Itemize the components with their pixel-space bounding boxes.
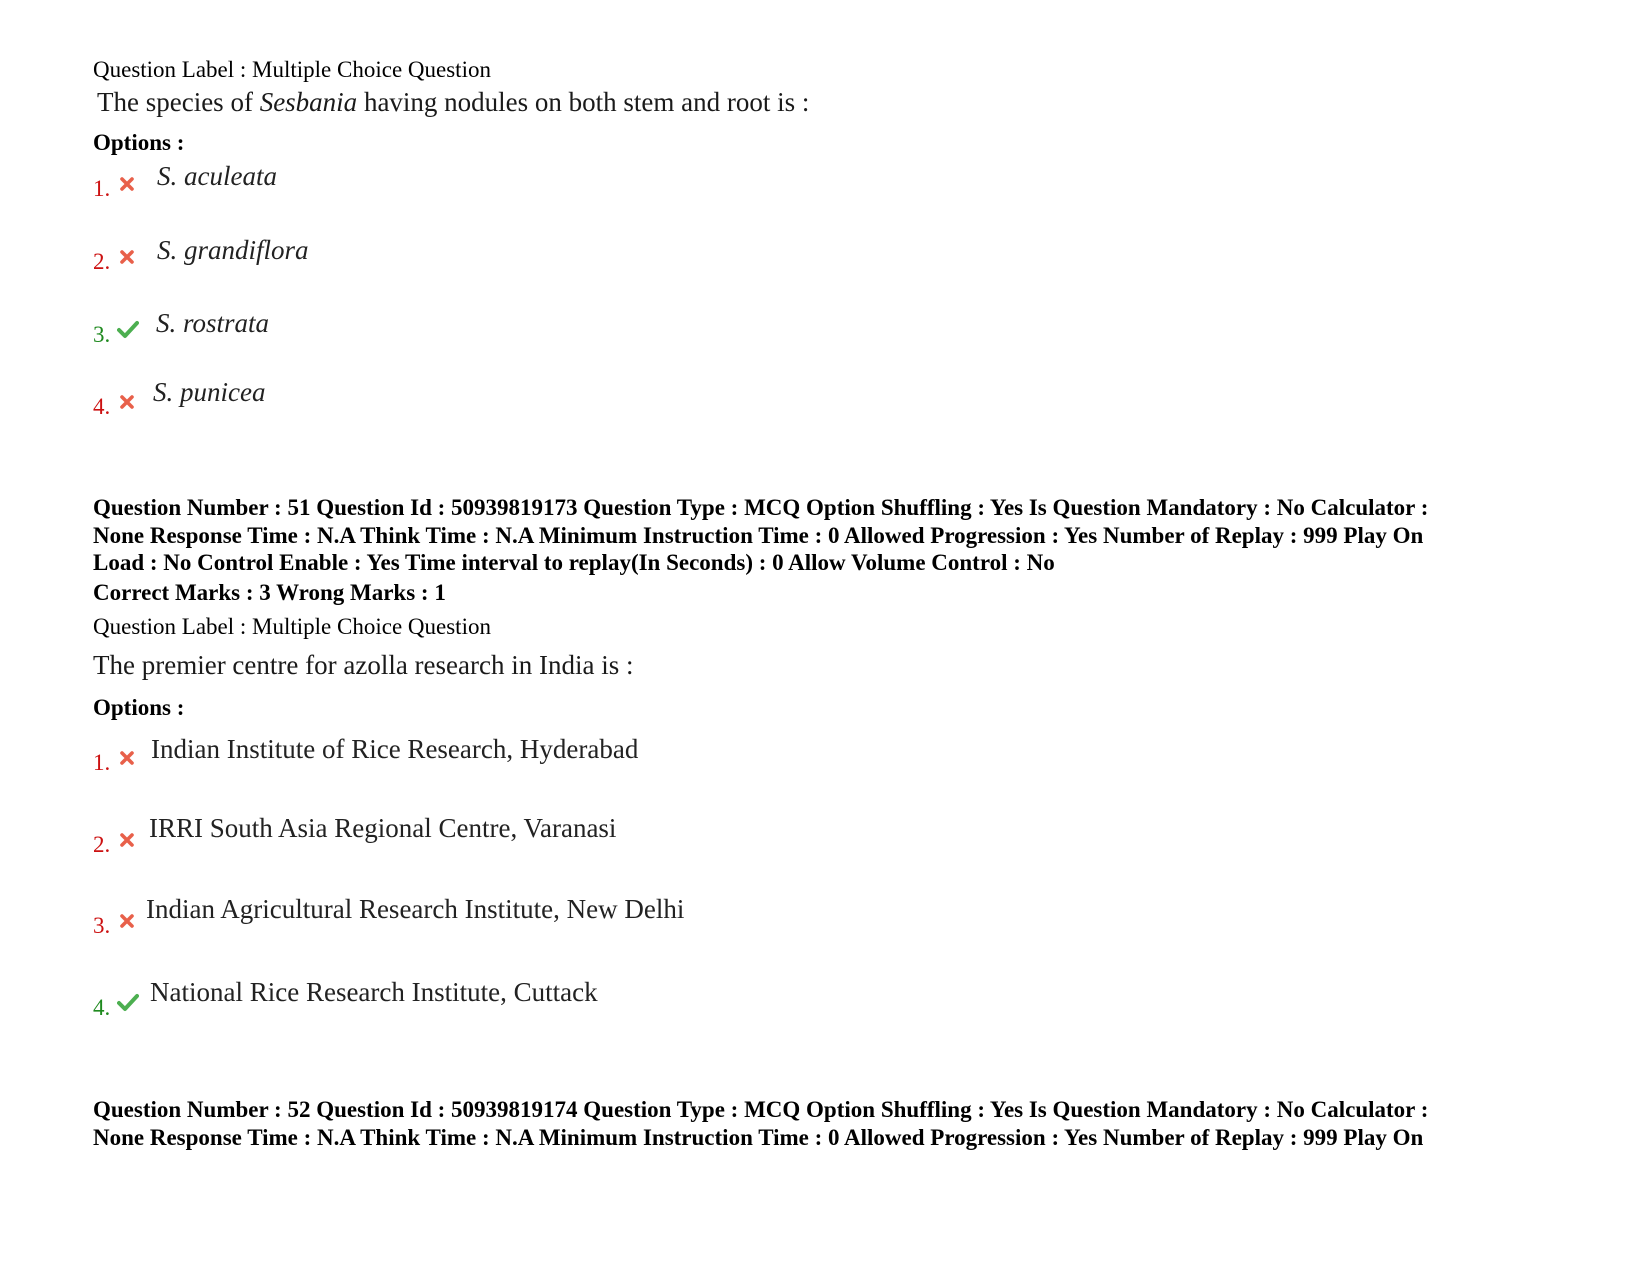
options-heading: Options : xyxy=(93,130,185,155)
option-number: 2. xyxy=(93,832,111,857)
question-text-pre: The species of xyxy=(97,87,260,117)
cross-icon xyxy=(119,249,135,265)
option-text: S. aculeata xyxy=(157,161,277,191)
option-text: IRRI South Asia Regional Centre, Varanasi xyxy=(149,813,617,843)
cross-icon xyxy=(119,176,135,192)
option-text: Indian Institute of Rice Research, Hyderabad xyxy=(151,734,639,764)
marks-info: Correct Marks : 3 Wrong Marks : 1 xyxy=(93,580,446,605)
question-label: Question Label : Multiple Choice Question xyxy=(93,57,491,82)
option-number: 2. xyxy=(93,249,111,274)
option-number: 3. xyxy=(93,913,111,938)
question-text-genus: Sesbania xyxy=(259,87,358,117)
check-icon xyxy=(117,992,139,1012)
option-number: 1. xyxy=(93,176,111,201)
option-text: S. rostrata xyxy=(156,308,270,338)
question-text-post: having nodules on both stem and root is : xyxy=(357,87,810,117)
question-text: The premier centre for azolla research in India is : xyxy=(93,650,634,680)
cross-icon xyxy=(119,913,135,929)
question-meta-line: None Response Time : N.A Think Time : N.A Minimum Instruction Time : 0 Allowed Progression : Yes Number of Replay : 999 Play On xyxy=(93,522,1424,548)
question-meta-line: Question Number : 52 Question Id : 50939819174 Question Type : MCQ Option Shuffling : Yes Is Question Mandatory : No Calculator : xyxy=(93,1097,1429,1122)
option-number: 1. xyxy=(93,750,111,775)
option-number: 4. xyxy=(93,995,111,1020)
option-text: S. punicea xyxy=(153,377,266,407)
question-label: Question Label : Multiple Choice Question xyxy=(93,614,491,639)
options-heading: Options : xyxy=(93,695,185,720)
cross-icon xyxy=(119,394,135,410)
question-meta-line: None Response Time : N.A Think Time : N.A Minimum Instruction Time : 0 Allowed Progression : Yes Number of Replay : 999 Play On xyxy=(93,1124,1424,1150)
question-meta-line: Question Number : 51 Question Id : 50939819173 Question Type : MCQ Option Shuffling : Yes Is Question Mandatory : No Calculator : xyxy=(93,495,1429,520)
option-text: National Rice Research Institute, Cuttack xyxy=(150,977,598,1007)
option-text: Indian Agricultural Research Institute, New Delhi xyxy=(146,894,685,924)
question-text xyxy=(97,87,809,118)
question-meta-line: Load : No Control Enable : Yes Time interval to replay(In Seconds) : 0 Allow Volume Control : No xyxy=(93,550,1055,575)
check-icon xyxy=(117,319,139,339)
cross-icon xyxy=(119,750,135,766)
question-meta xyxy=(93,494,1428,577)
question-meta xyxy=(93,1096,1428,1151)
cross-icon xyxy=(119,832,135,848)
option-text: S. grandiflora xyxy=(157,235,309,265)
option-number: 3. xyxy=(93,322,111,347)
option-number: 4. xyxy=(93,394,111,419)
